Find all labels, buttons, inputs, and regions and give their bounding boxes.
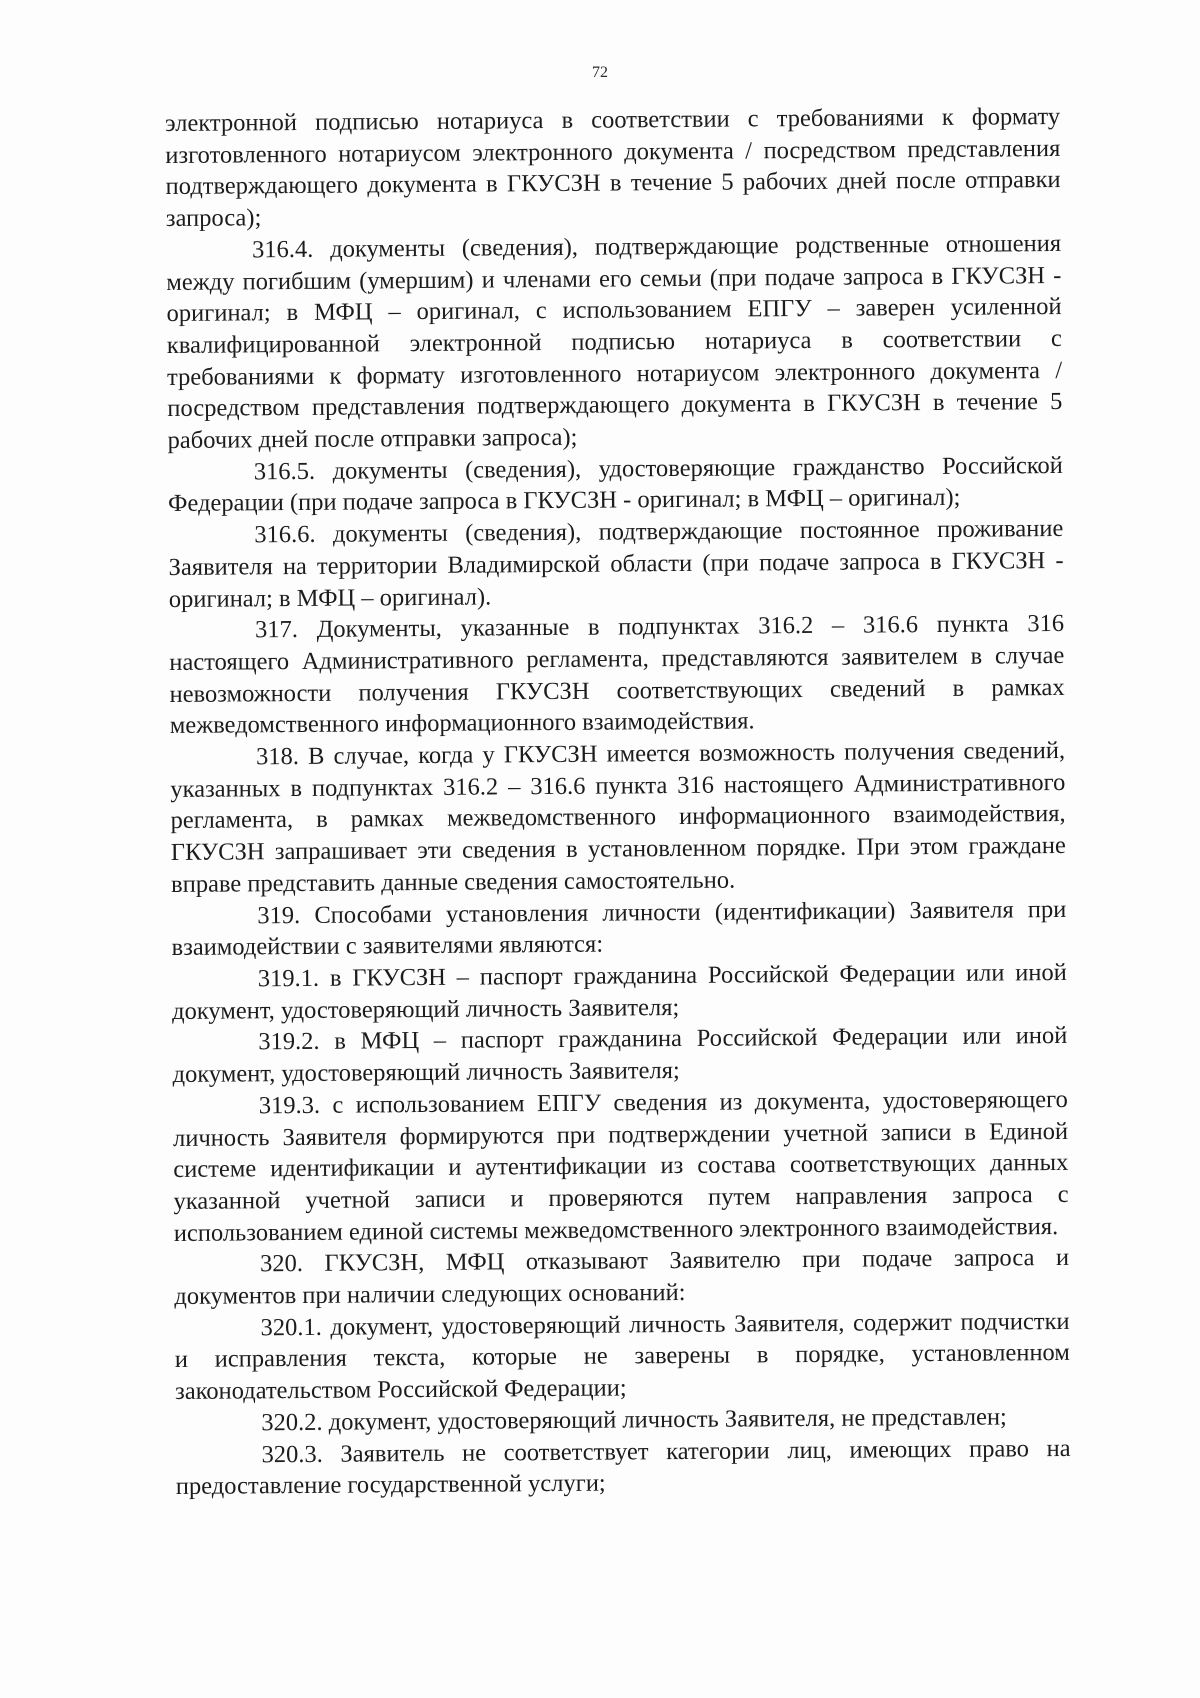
document-body: [165, 101, 1071, 1503]
paragraph-316-6: 316.6. документы (сведения), подтверждающие постоянное проживание Заявителя на территории Владимирской области (при подаче запроса в ГКУСЗН - оригинал; в МФЦ – оригинал).: [168, 515, 1064, 613]
paragraph-319-2: 319.2. в МФЦ – паспорт гражданина Российской Федерации или иной документ, удостоверяющий личность Заявителя;: [172, 1022, 1068, 1089]
paragraph-320: 320. ГКУСЗН, МФЦ отказывают Заявителю при подаче запроса и документов при наличии следующих оснований:: [174, 1244, 1070, 1310]
paragraph-319: 319. Способами установления личности (идентификации) Заявителя при взаимодействии с заявителями являются:: [171, 895, 1067, 962]
paragraph-320-2: 320.2. документ, удостоверяющий личность Заявителя, не представлен;: [261, 1403, 1007, 1437]
paragraph-continuation: электронной подписью нотариуса в соответствии с требованиями к формату изготовленного нотариусом электронного документа / посредством представления подтверждающего документа в ГКУСЗН в течение 5 рабочих дней после отправки запроса);: [165, 102, 1061, 233]
paragraph-316-4: 316.4. документы (сведения), подтверждающие родственные отношения между погибшим (умершим) и членами его семьи (при подаче запроса в ГКУСЗН - оригинал; в МФЦ – оригинал, с использованием ЕПГУ – заверен усиленной квалифицированной электронной подписью нотариуса в соответствии с требованиями к формату изготовленного нотариусом электронного документа / посредством представления подтверждающего документа в ГКУСЗН в течение 5 рабочих дней после отправки запроса);: [166, 229, 1063, 455]
paragraph-316-5: 316.5. документы (сведения), удостоверяющие гражданство Российской Федерации (при подаче запроса в ГКУСЗН - оригинал; в МФЦ – оригинал);: [168, 451, 1063, 518]
paragraph-319-1: 319.1. в ГКУСЗН – паспорт гражданина Российской Федерации или иной документ, удостоверяющий личность Заявителя;: [171, 958, 1067, 1025]
paragraph-320-1: 320.1. документ, удостоверяющий личность Заявителя, содержит подчистки и исправления текста, которые не заверены в порядке, установленном законодательством Российской Федерации;: [174, 1307, 1070, 1406]
page-number: 72: [592, 64, 608, 81]
paragraph-317: 317. Документы, указанные в подпунктах 316.2 – 316.6 пункта 316 настоящего Административного регламента, представляются заявителем в случае невозможности получения ГКУСЗН соответствующих сведений в рамках межведомственного информационного взаимодействия.: [169, 610, 1065, 740]
paragraph-320-3: 320.3. Заявитель не соответствует категории лиц, имеющих право на предоставление государственной услуги;: [175, 1434, 1071, 1501]
paragraph-319-3: 319.3. с использованием ЕПГУ сведения из документа, удостоверяющего личность Заявителя формируются при подтверждении учетной записи в Единой системе идентификации и аутентификации из состава соответствующих данных указанной учетной записи и проверяются путем направления запроса с использованием единой системы межведомственного электронного взаимодействия.: [172, 1085, 1069, 1247]
paragraph-318: 318. В случае, когда у ГКУСЗН имеется возможность получения сведений, указанных в подпунктах 316.2 – 316.6 пункта 316 настоящего Административного регламента, в рамках межведомственного информационного взаимодействия, ГКУСЗН запрашивает эти сведения в установленном порядке. При этом граждане вправе представить данные сведения самостоятельно.: [170, 737, 1066, 898]
